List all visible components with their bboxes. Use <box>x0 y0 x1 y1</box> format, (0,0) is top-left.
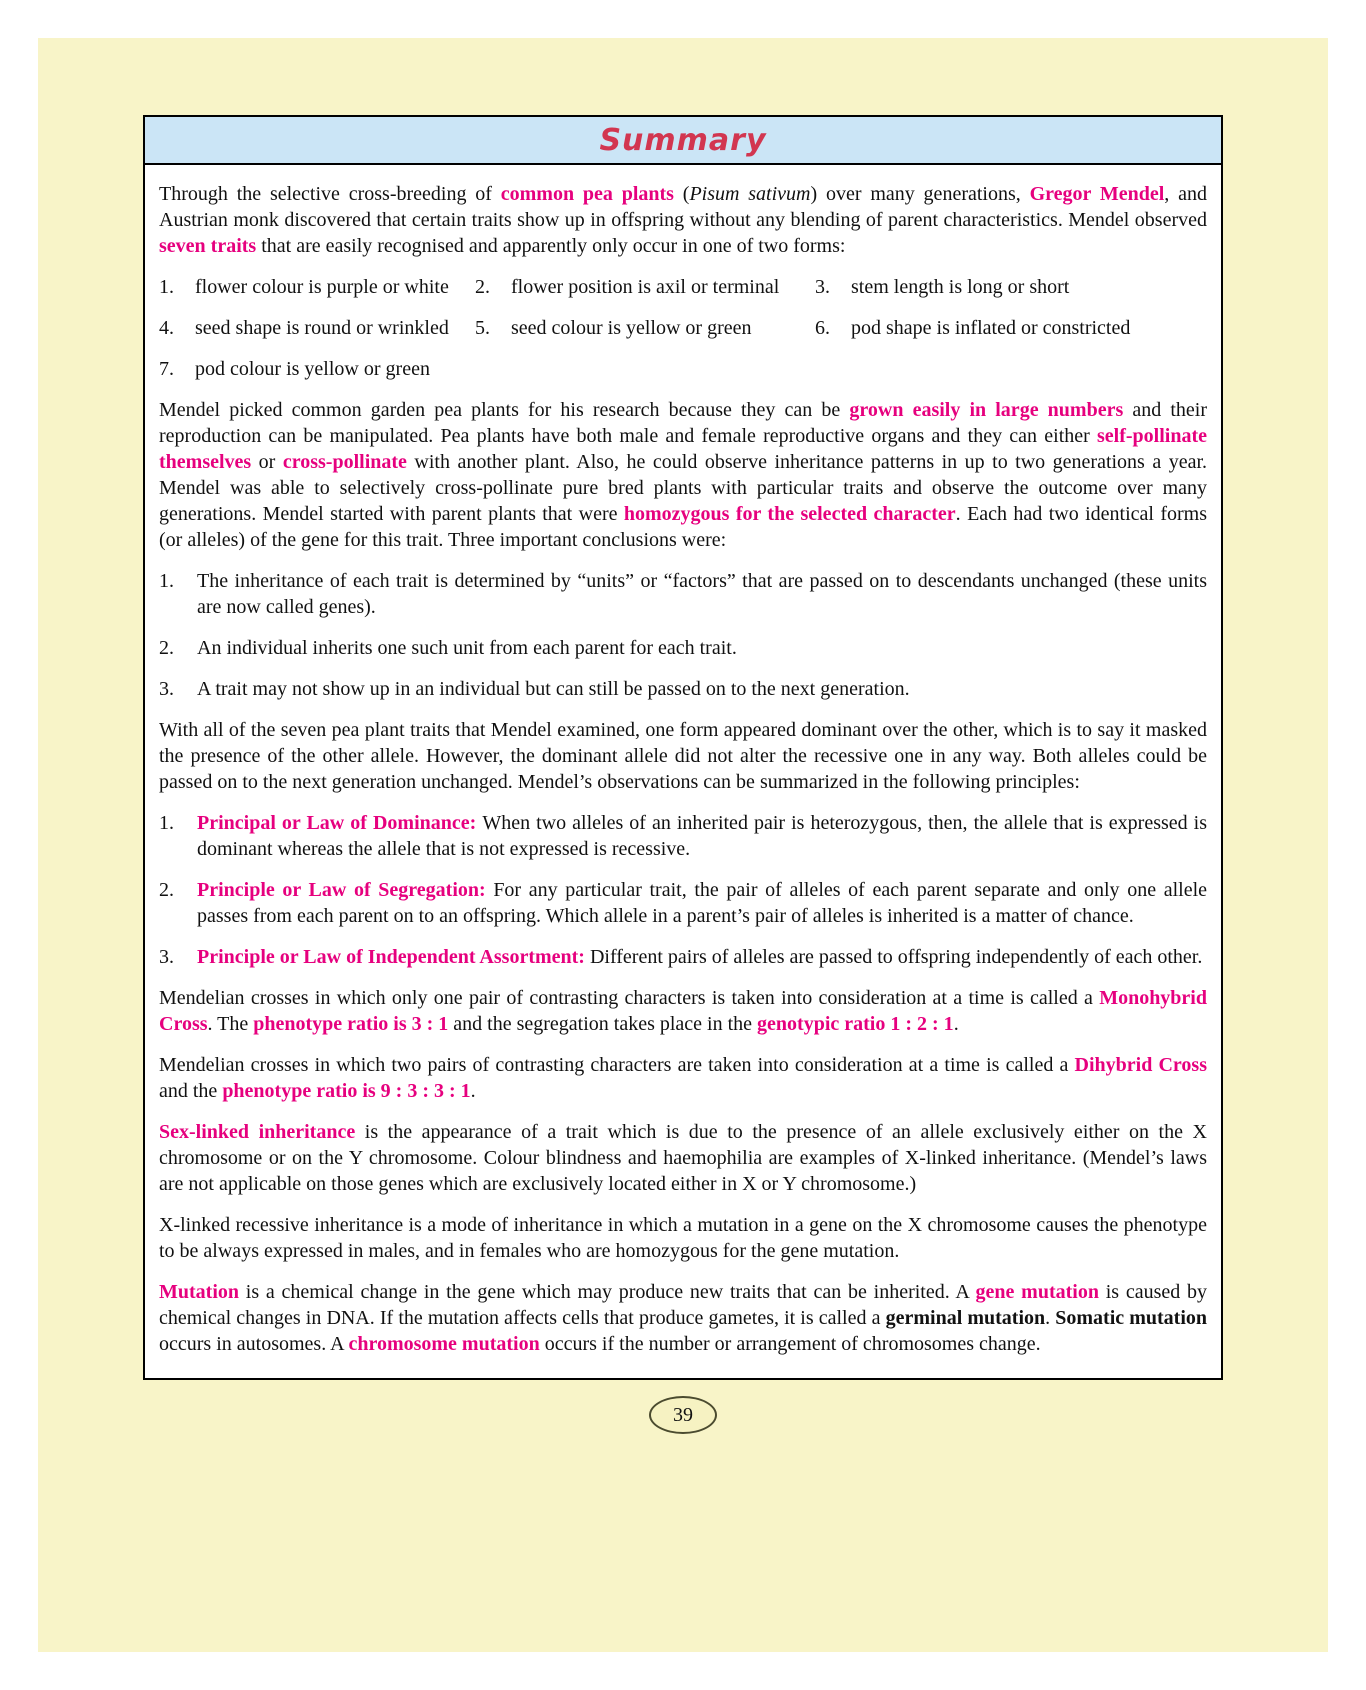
item-number: 4. <box>159 317 174 339</box>
text-run: . <box>470 1080 476 1102</box>
text-run: . <box>1045 1307 1056 1329</box>
numbered-list <box>159 568 1207 702</box>
text-run: With all of the seven pea plant traits that Mendel examined, one form appeared dominant over the other, which is to say it masked the presence of the other allele. However, the dominant allele did not alter the recessive one in any way. Both alleles could be passed on to the next generation unchanged. Mendel’s observations can be summarized in the following principles: <box>159 719 1207 793</box>
highlight-term: Principle or Law of Segregation: <box>197 879 494 901</box>
item-number: 2. <box>159 637 174 659</box>
highlight-term: seven traits <box>159 235 257 257</box>
highlight-term: phenotype ratio is 3 : 1 <box>253 1013 449 1035</box>
page-number-oval <box>649 1396 717 1434</box>
italic-term: Pisum sativum <box>689 183 811 205</box>
paper <box>38 38 1328 1652</box>
text-run: and their reproduction can be manipulated. Pea plants have both male and female reproductive organs and they can either <box>159 399 1207 447</box>
item-text: seed shape is round or wrinkled <box>195 317 449 339</box>
item-number: 2. <box>159 879 174 901</box>
item-number: 3. <box>815 276 830 298</box>
highlight-term: grown easily in large numbers <box>849 399 1124 421</box>
text-run: and the <box>159 1080 223 1102</box>
item-text <box>197 635 1207 661</box>
traits-row <box>159 274 1207 300</box>
item-text: pod shape is inflated or constricted <box>851 317 1131 339</box>
numbered-list <box>159 810 1207 970</box>
item-text: flower position is axil or terminal <box>511 276 780 298</box>
text-run: An individual inherits one such unit from each parent for each trait. <box>197 637 737 659</box>
paragraph <box>159 397 1207 553</box>
bold-term: Somatic mutation <box>1055 1307 1208 1329</box>
text-run: . Each had two identical forms (or alleles) of the gene for this trait. Three important conclusions were: <box>159 503 1207 551</box>
item-number: 2. <box>475 276 490 298</box>
item-number: 1. <box>159 812 174 834</box>
text-run: For any particular trait, the pair of alleles of each parent separate and only one allele passes from each parent on to an offspring. Which allele in a parent’s pair of alleles is inherited is a matter of chance. <box>197 879 1208 927</box>
text-run: with another plant. Also, he could observe inheritance patterns in up to two generations a year. Mendel was able to selectively cross-pollinate pure bred plants with particular traits and observe the outcome over many generations. Mendel started with parent plants that were <box>159 451 1207 525</box>
paragraph <box>159 1119 1207 1197</box>
text-run: ( <box>673 183 690 205</box>
text-run: A trait may not show up in an individual but can still be passed on to the next generation. <box>197 678 910 700</box>
list-item <box>159 676 1207 702</box>
trait-item <box>475 315 815 341</box>
trait-item <box>159 274 475 300</box>
text-run: When two alleles of an inherited pair is heterozygous, then, the allele that is expressed is dominant whereas the allele that is not expressed is recessive. <box>197 812 1208 860</box>
page-number: 39 <box>673 1403 693 1426</box>
highlight-term: homozygous for the selected character <box>623 503 956 525</box>
summary-header <box>145 117 1221 165</box>
text-run: Mendelian crosses in which two pairs of contrasting characters are taken into consideration at a time is called a <box>159 1054 1075 1076</box>
text-run: Mendel picked common garden pea plants for his research because they can be <box>159 399 850 421</box>
highlight-term: Sex-linked inheritance <box>159 1121 356 1143</box>
paragraph <box>159 717 1207 795</box>
traits-row <box>159 315 1207 341</box>
trait-item <box>815 274 1207 300</box>
bold-term: germinal mutation <box>885 1307 1046 1329</box>
text-run: occurs if the number or arrangement of chromosomes change. <box>539 1333 1041 1355</box>
paragraph <box>159 985 1207 1037</box>
paragraph <box>159 181 1207 259</box>
item-number: 1. <box>159 276 174 298</box>
item-text <box>197 810 1207 862</box>
text-run: and the segregation takes place in the <box>448 1013 758 1035</box>
paragraph <box>159 1279 1207 1357</box>
highlight-term: common pea plants <box>500 183 674 205</box>
summary-title: Summary <box>599 122 767 158</box>
highlight-term: Principal or Law of Dominance: <box>197 812 483 834</box>
highlight-term: cross-pollinate <box>282 451 407 473</box>
item-text <box>197 676 1207 702</box>
text-run: is the appearance of a trait which is due to the presence of an allele exclusively either on the X chromosome or on the Y chromosome. Colour blindness and haemophilia are examples of X-linked inheritance. (Mendel’s laws are not applicable on those genes which are exclusively located either in X or Y chromosome.) <box>159 1121 1207 1195</box>
text-run: . The <box>207 1013 254 1035</box>
item-text: stem length is long or short <box>851 276 1070 298</box>
text-run: Different pairs of alleles are passed to offspring independently of each other. <box>589 946 1203 968</box>
summary-blocks <box>145 165 1221 1378</box>
item-text: pod colour is yellow or green <box>195 358 430 380</box>
list-item <box>159 635 1207 661</box>
summary-box <box>143 115 1223 1380</box>
item-text: seed colour is yellow or green <box>511 317 752 339</box>
trait-item <box>815 315 1207 341</box>
highlight-term: self-pollinate themselves <box>159 425 1207 473</box>
highlight-term: Mutation <box>159 1281 239 1303</box>
highlight-term: genotypic ratio 1 : 2 : 1 <box>757 1013 954 1035</box>
list-item <box>159 810 1207 862</box>
item-number: 7. <box>159 358 174 380</box>
highlight-term: Dihybrid Cross <box>1074 1054 1207 1076</box>
text-run: X-linked recessive inheritance is a mode of inheritance in which a mutation in a gene on the X chromosome causes the phenotype to be always expressed in males, and in females who are homozygous for the gene mutation. <box>159 1214 1207 1262</box>
text-run: The inheritance of each trait is determined by “units” or “factors” that are passed on to descendants unchanged (these units are now called genes). <box>197 570 1207 618</box>
paragraph <box>159 1052 1207 1104</box>
text-run: , and Austrian monk discovered that certain traits show up in offspring without any blending of parent characteristics. Mendel observed <box>159 183 1207 231</box>
list-item <box>159 944 1207 970</box>
item-text: flower colour is purple or white <box>195 276 449 298</box>
highlight-term: chromosome mutation <box>348 1333 540 1355</box>
trait-item <box>159 315 475 341</box>
traits-row <box>159 356 1207 382</box>
text-run: Through the selective cross-breeding of <box>159 183 501 205</box>
item-text <box>197 568 1207 620</box>
item-number: 3. <box>159 678 174 700</box>
text-run: occurs in autosomes. A <box>159 1333 349 1355</box>
text-run: or <box>251 451 283 473</box>
text-run: is a chemical change in the gene which may produce new traits that can be inherited. A <box>239 1281 976 1303</box>
item-text <box>197 944 1207 970</box>
list-item <box>159 877 1207 929</box>
item-number: 6. <box>815 317 830 339</box>
highlight-term: gene mutation <box>975 1281 1099 1303</box>
text-run: that are easily recognised and apparently only occur in one of two forms: <box>256 235 846 257</box>
trait-item <box>475 274 815 300</box>
highlight-term: Principle or Law of Independent Assortment: <box>197 946 590 968</box>
text-run: is caused by chemical changes in DNA. If the mutation affects cells that produce gametes, it is called a <box>159 1281 1207 1329</box>
item-number: 1. <box>159 570 174 592</box>
highlight-term: Gregor Mendel <box>1029 183 1165 205</box>
item-number: 3. <box>159 946 174 968</box>
trait-item <box>159 356 475 382</box>
text-run: Mendelian crosses in which only one pair of contrasting characters is taken into consideration at a time is called a <box>159 987 1100 1009</box>
item-text <box>197 877 1207 929</box>
text-run: ) over many generations, <box>810 183 1030 205</box>
list-item <box>159 568 1207 620</box>
highlight-term: Monohybrid Cross <box>159 987 1207 1035</box>
paragraph <box>159 1212 1207 1264</box>
text-run: . <box>953 1013 959 1035</box>
highlight-term: phenotype ratio is 9 : 3 : 3 : 1 <box>222 1080 471 1102</box>
traits-list <box>159 274 1207 382</box>
item-number: 5. <box>475 317 490 339</box>
